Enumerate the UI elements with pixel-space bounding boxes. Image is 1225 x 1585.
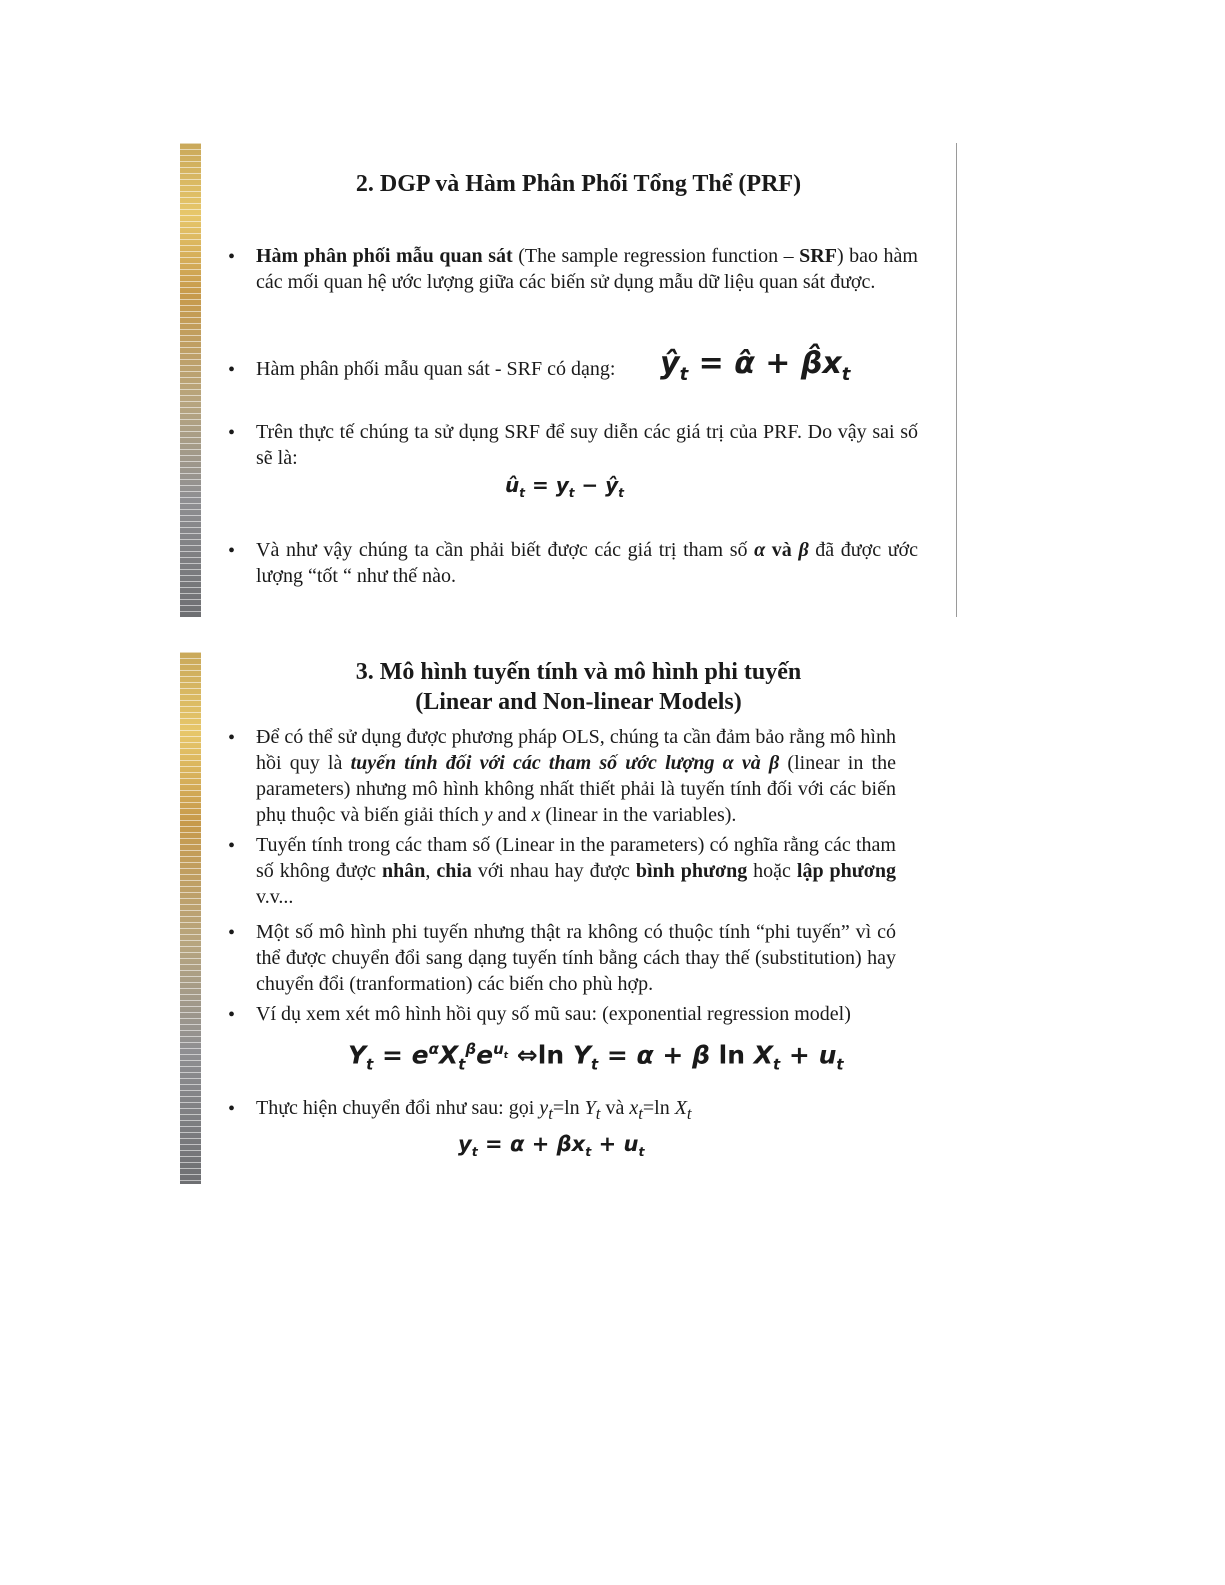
- term-srf: Hàm phân phối mẫu quan sát: [256, 245, 513, 267]
- paragraph-srf-definition: Hàm phân phối mẫu quan sát (The sample regression function – SRF) bao hàm các mối quan hệ ước lượng giữa các biến sử dụng mẫu dữ liệu quan sát được.: [256, 245, 918, 293]
- srf-equation: $ŷ_t$ = α̂ + $\betâx_t$: [660, 346, 851, 385]
- slide-prf: [180, 143, 957, 617]
- slide-title: 2. DGP và Hàm Phân Phối Tổng Thể (PRF): [355, 171, 802, 197]
- paragraph-nonlinear: Một số mô hình phi tuyến nhưng thật ra không có thuộc tính “phi tuyến” vì có thể được chuyển đổi sang dạng tuyến tính bằng cách thay thế (substitution) hay chuyển đổi (tranformation) các biến cho phù hợp.: [256, 921, 896, 995]
- bullet: •: [228, 359, 236, 381]
- paragraph-exponential: Ví dụ xem xét mô hình hồi quy số mũ sau: (exponential regression model): [256, 1003, 851, 1025]
- paragraph-ols-linear: Để có thể sử dụng được phương pháp OLS, chúng ta cần đảm bảo rằng mô hình hồi quy là tuyến tính đối với các tham số ước lượng α và β (linear in the parameters) nhưng mô hình không nhất thiết phải là tuyến tính đối với các biến phụ thuộc và biến giải thích y and x (linear in the variables).: [256, 726, 896, 826]
- decorative-stripe: [180, 652, 201, 1184]
- decorative-stripe: [180, 143, 201, 617]
- paragraph-parameters: Và như vậy chúng ta cần phải biết được các giá trị tham số α và β đã được ước lượng “tốt “ như thế nào.: [256, 539, 919, 587]
- bullet: •: [228, 1098, 236, 1120]
- paragraph-transformation: Thực hiện chuyển đổi như sau: gọi $y_t=\ln$ $Y_t$ và $x_t=\ln$ $X_t$: [256, 1097, 692, 1123]
- bullet: •: [228, 727, 236, 749]
- linear-equation: $y_t = \alpha + \beta x_t + u_t$: [458, 1132, 645, 1160]
- bullet: •: [228, 835, 236, 857]
- paragraph-residual: Trên thực tế chúng ta sử dụng SRF để suy diễn các giá trị của PRF. Do vậy sai số sẽ là:: [256, 421, 918, 469]
- paragraph-srf-form: Hàm phân phối mẫu quan sát - SRF có dạng:: [256, 358, 616, 380]
- bullet: •: [228, 922, 236, 944]
- slide-linear-models: [180, 652, 956, 1184]
- paragraph-linear-parameters: Tuyến tính trong các tham số (Linear in the parameters) có nghĩa rằng các tham số không được nhân, chia với nhau hay được bình phương hoặc lập phương v.v...: [256, 834, 896, 908]
- exponential-equation: $Y_t = e^\alpha X_t^\beta e^{u_t}$ ⇔ln $Y_t = \alpha + \beta$ $\ln X_t + u_t$: [348, 1040, 844, 1074]
- bullet: •: [228, 422, 236, 444]
- bullet: •: [228, 540, 236, 562]
- slide-subtitle: (Linear and Non-linear Models): [415, 689, 742, 715]
- bullet: •: [228, 246, 236, 268]
- bullet: •: [228, 1004, 236, 1026]
- residual-equation: $û_t = y_t$ − $ŷ_t$: [505, 473, 624, 500]
- slide-title: 3. Mô hình tuyến tính và mô hình phi tuyến: [355, 659, 802, 685]
